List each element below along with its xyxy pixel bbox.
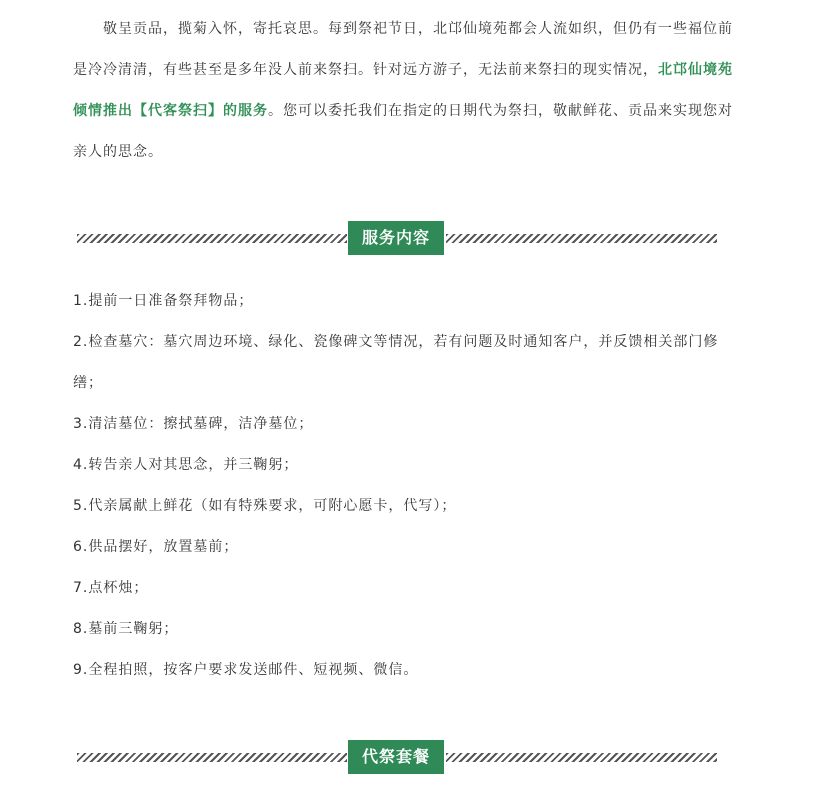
service-item: 7.点杯烛；	[73, 580, 149, 596]
intro-text-part2: 。您可以委托我们在指定的日期代为祭扫，敬献鲜花、贡品来实现您对亲人的思念。	[73, 103, 733, 160]
divider-stripe-right	[446, 753, 717, 762]
service-item: 9.全程拍照，按客户要求发送邮件、短视频、微信。	[73, 662, 419, 678]
divider-stripe-left	[77, 234, 347, 243]
intro-paragraph	[73, 9, 733, 173]
service-item: 3.清洁墓位：擦拭墓碑，洁净墓位；	[73, 416, 314, 432]
intro-highlight: 北邙仙境苑倾情推出【代客祭扫】的服务	[73, 62, 733, 119]
divider-stripe-right	[446, 234, 717, 243]
section-header-service	[77, 221, 717, 255]
section-title-package: 代祭套餐	[348, 740, 444, 774]
service-item: 8.墓前三鞠躬；	[73, 621, 179, 637]
divider-stripe-left	[77, 753, 347, 762]
service-item: 1.提前一日准备祭拜物品；	[73, 293, 254, 309]
section-header-package	[77, 740, 717, 774]
section-title-service: 服务内容	[348, 221, 444, 255]
service-item: 4.转告亲人对其思念，并三鞠躬；	[73, 457, 299, 473]
intro-text-part1: 敬呈贡品，揽菊入怀，寄托哀思。每到祭祀节日，北邙仙境苑都会人流如织，但仍有一些福位前是冷冷清清，有些甚至是多年没人前来祭扫。针对远方游子，无法前来祭扫的现实情况，	[73, 21, 733, 78]
service-list	[73, 281, 733, 691]
service-item: 5.代亲属献上鲜花（如有特殊要求，可附心愿卡，代写）；	[73, 498, 457, 514]
service-item: 6.供品摆好，放置墓前；	[73, 539, 239, 555]
service-item: 2.检查墓穴：墓穴周边环境、绿化、瓷像碑文等情况，若有问题及时通知客户，并反馈相关部门修缮；	[73, 334, 719, 391]
